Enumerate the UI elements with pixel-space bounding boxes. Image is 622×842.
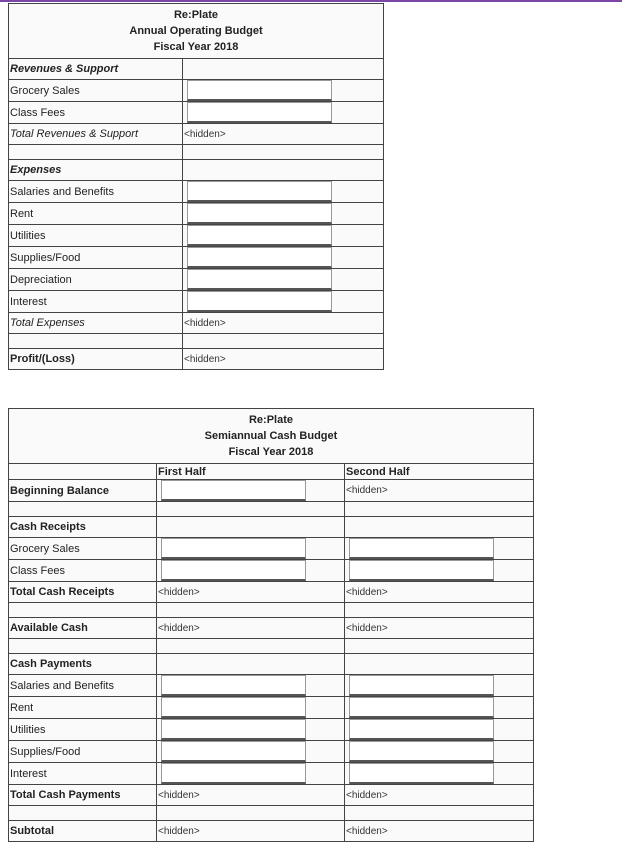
table-row xyxy=(9,181,384,203)
beginning-balance-first-half-input[interactable] xyxy=(161,480,306,501)
operating-fiscal-year: Fiscal Year 2018 xyxy=(153,41,239,53)
empty-cell xyxy=(157,654,345,675)
table-row xyxy=(9,59,384,80)
depreciation-label: Depreciation xyxy=(9,269,183,291)
cash-budget-table xyxy=(8,408,534,842)
table-row xyxy=(9,102,384,124)
empty-cell xyxy=(345,603,534,618)
available-cash-label: Available Cash xyxy=(9,618,157,639)
cash-payments-header: Cash Payments xyxy=(9,654,157,675)
empty-cell xyxy=(9,502,157,517)
salaries-input[interactable] xyxy=(187,181,332,202)
supplies-second-half-input[interactable] xyxy=(349,741,494,762)
available-cash-second-half: <hidden> xyxy=(345,618,534,639)
table-row xyxy=(9,225,384,247)
empty-cell xyxy=(183,334,384,349)
total-revenues-value: <hidden> xyxy=(183,124,384,145)
class-fees-second-half-input[interactable] xyxy=(349,560,494,581)
grocery-sales-input[interactable] xyxy=(187,80,332,101)
empty-cell xyxy=(183,145,384,160)
operating-header xyxy=(9,4,384,59)
rent-first-half-input[interactable] xyxy=(161,697,306,718)
empty-cell xyxy=(345,806,534,821)
total-expenses-value: <hidden> xyxy=(183,313,384,334)
empty-cell xyxy=(345,517,534,538)
rent-input[interactable] xyxy=(187,203,332,224)
depreciation-input[interactable] xyxy=(187,269,332,290)
profit-loss-value: <hidden> xyxy=(183,349,384,370)
table-row xyxy=(9,517,534,538)
utilities-input[interactable] xyxy=(187,225,332,246)
table-row xyxy=(9,160,384,181)
table-row xyxy=(9,618,534,639)
table-row xyxy=(9,603,534,618)
table-row xyxy=(9,203,384,225)
empty-cell xyxy=(345,654,534,675)
grocery-sales-first-half-input[interactable] xyxy=(161,538,306,559)
table-row xyxy=(9,80,384,102)
table-row xyxy=(9,697,534,719)
cash-salaries-label: Salaries and Benefits xyxy=(9,675,157,697)
table-row xyxy=(9,124,384,145)
total-revenues-label: Total Revenues & Support xyxy=(9,124,183,145)
empty-cell xyxy=(345,639,534,654)
subtotal-first-half: <hidden> xyxy=(157,821,345,842)
interest-first-half-input[interactable] xyxy=(161,763,306,784)
empty-cell xyxy=(157,502,345,517)
interest-input[interactable] xyxy=(187,291,332,312)
cash-rent-label: Rent xyxy=(9,697,157,719)
table-row xyxy=(9,560,534,582)
empty-cell xyxy=(157,603,345,618)
empty-cell xyxy=(9,464,157,480)
total-expenses-label: Total Expenses xyxy=(9,313,183,334)
operating-header-row xyxy=(9,4,384,59)
cash-header xyxy=(9,409,534,464)
table-row xyxy=(9,313,384,334)
class-fees-first-half-input[interactable] xyxy=(161,560,306,581)
total-cash-payments-label: Total Cash Payments xyxy=(9,785,157,806)
rent-label: Rent xyxy=(9,203,183,225)
utilities-label: Utilities xyxy=(9,225,183,247)
empty-cell xyxy=(9,603,157,618)
table-row xyxy=(9,145,384,160)
cash-header-row xyxy=(9,409,534,464)
table-row xyxy=(9,763,534,785)
table-row xyxy=(9,821,534,842)
table-row xyxy=(9,675,534,697)
cash-org: Re:Plate xyxy=(248,414,294,426)
first-half-header: First Half xyxy=(157,464,345,480)
table-row xyxy=(9,806,534,821)
empty-cell xyxy=(9,806,157,821)
cash-supplies-label: Supplies/Food xyxy=(9,741,157,763)
table-row xyxy=(9,480,534,502)
cash-grocery-sales-label: Grocery Sales xyxy=(9,538,157,560)
supplies-input[interactable] xyxy=(187,247,332,268)
total-cash-receipts-second-half: <hidden> xyxy=(345,582,534,603)
rent-second-half-input[interactable] xyxy=(349,697,494,718)
total-cash-payments-second-half: <hidden> xyxy=(345,785,534,806)
beginning-balance-second-half-value: <hidden> xyxy=(345,480,534,502)
empty-cell xyxy=(183,59,384,80)
cash-class-fees-label: Class Fees xyxy=(9,560,157,582)
empty-cell xyxy=(345,502,534,517)
cash-receipts-header: Cash Receipts xyxy=(9,517,157,538)
class-fees-input[interactable] xyxy=(187,102,332,123)
table-row xyxy=(9,639,534,654)
empty-cell xyxy=(183,160,384,181)
available-cash-first-half: <hidden> xyxy=(157,618,345,639)
empty-cell xyxy=(157,639,345,654)
operating-budget-table xyxy=(8,3,384,370)
empty-cell xyxy=(9,639,157,654)
total-cash-receipts-first-half: <hidden> xyxy=(157,582,345,603)
salaries-first-half-input[interactable] xyxy=(161,675,306,696)
empty-cell xyxy=(9,145,183,160)
table-row xyxy=(9,247,384,269)
table-row xyxy=(9,582,534,603)
interest-label: Interest xyxy=(9,291,183,313)
table-row xyxy=(9,349,384,370)
interest-second-half-input[interactable] xyxy=(349,763,494,784)
subtotal-second-half: <hidden> xyxy=(345,821,534,842)
table-row xyxy=(9,719,534,741)
second-half-header: Second Half xyxy=(345,464,534,480)
grocery-sales-second-half-input[interactable] xyxy=(349,538,494,559)
salaries-label: Salaries and Benefits xyxy=(9,181,183,203)
window-top-border xyxy=(0,0,622,2)
table-row xyxy=(9,741,534,763)
table-row xyxy=(9,538,534,560)
empty-cell xyxy=(157,806,345,821)
expenses-header: Expenses xyxy=(9,160,183,181)
total-cash-receipts-label: Total Cash Receipts xyxy=(9,582,157,603)
table-row xyxy=(9,502,534,517)
cash-fiscal-year: Fiscal Year 2018 xyxy=(228,446,314,458)
utilities-second-half-input[interactable] xyxy=(349,719,494,740)
total-cash-payments-first-half: <hidden> xyxy=(157,785,345,806)
empty-cell xyxy=(9,334,183,349)
cash-title: Semiannual Cash Budget xyxy=(204,430,338,442)
class-fees-label: Class Fees xyxy=(9,102,183,124)
supplies-first-half-input[interactable] xyxy=(161,741,306,762)
operating-org: Re:Plate xyxy=(173,9,219,21)
revenues-header: Revenues & Support xyxy=(9,59,183,80)
profit-loss-label: Profit/(Loss) xyxy=(9,349,183,370)
cash-utilities-label: Utilities xyxy=(9,719,157,741)
cash-interest-label: Interest xyxy=(9,763,157,785)
supplies-label: Supplies/Food xyxy=(9,247,183,269)
beginning-balance-label: Beginning Balance xyxy=(9,480,157,502)
operating-title: Annual Operating Budget xyxy=(129,25,263,37)
utilities-first-half-input[interactable] xyxy=(161,719,306,740)
grocery-sales-label: Grocery Sales xyxy=(9,80,183,102)
table-row xyxy=(9,654,534,675)
table-row xyxy=(9,334,384,349)
table-row xyxy=(9,291,384,313)
table-row xyxy=(9,464,534,480)
table-row xyxy=(9,785,534,806)
subtotal-label: Subtotal xyxy=(9,821,157,842)
table-row xyxy=(9,269,384,291)
empty-cell xyxy=(157,517,345,538)
salaries-second-half-input[interactable] xyxy=(349,675,494,696)
